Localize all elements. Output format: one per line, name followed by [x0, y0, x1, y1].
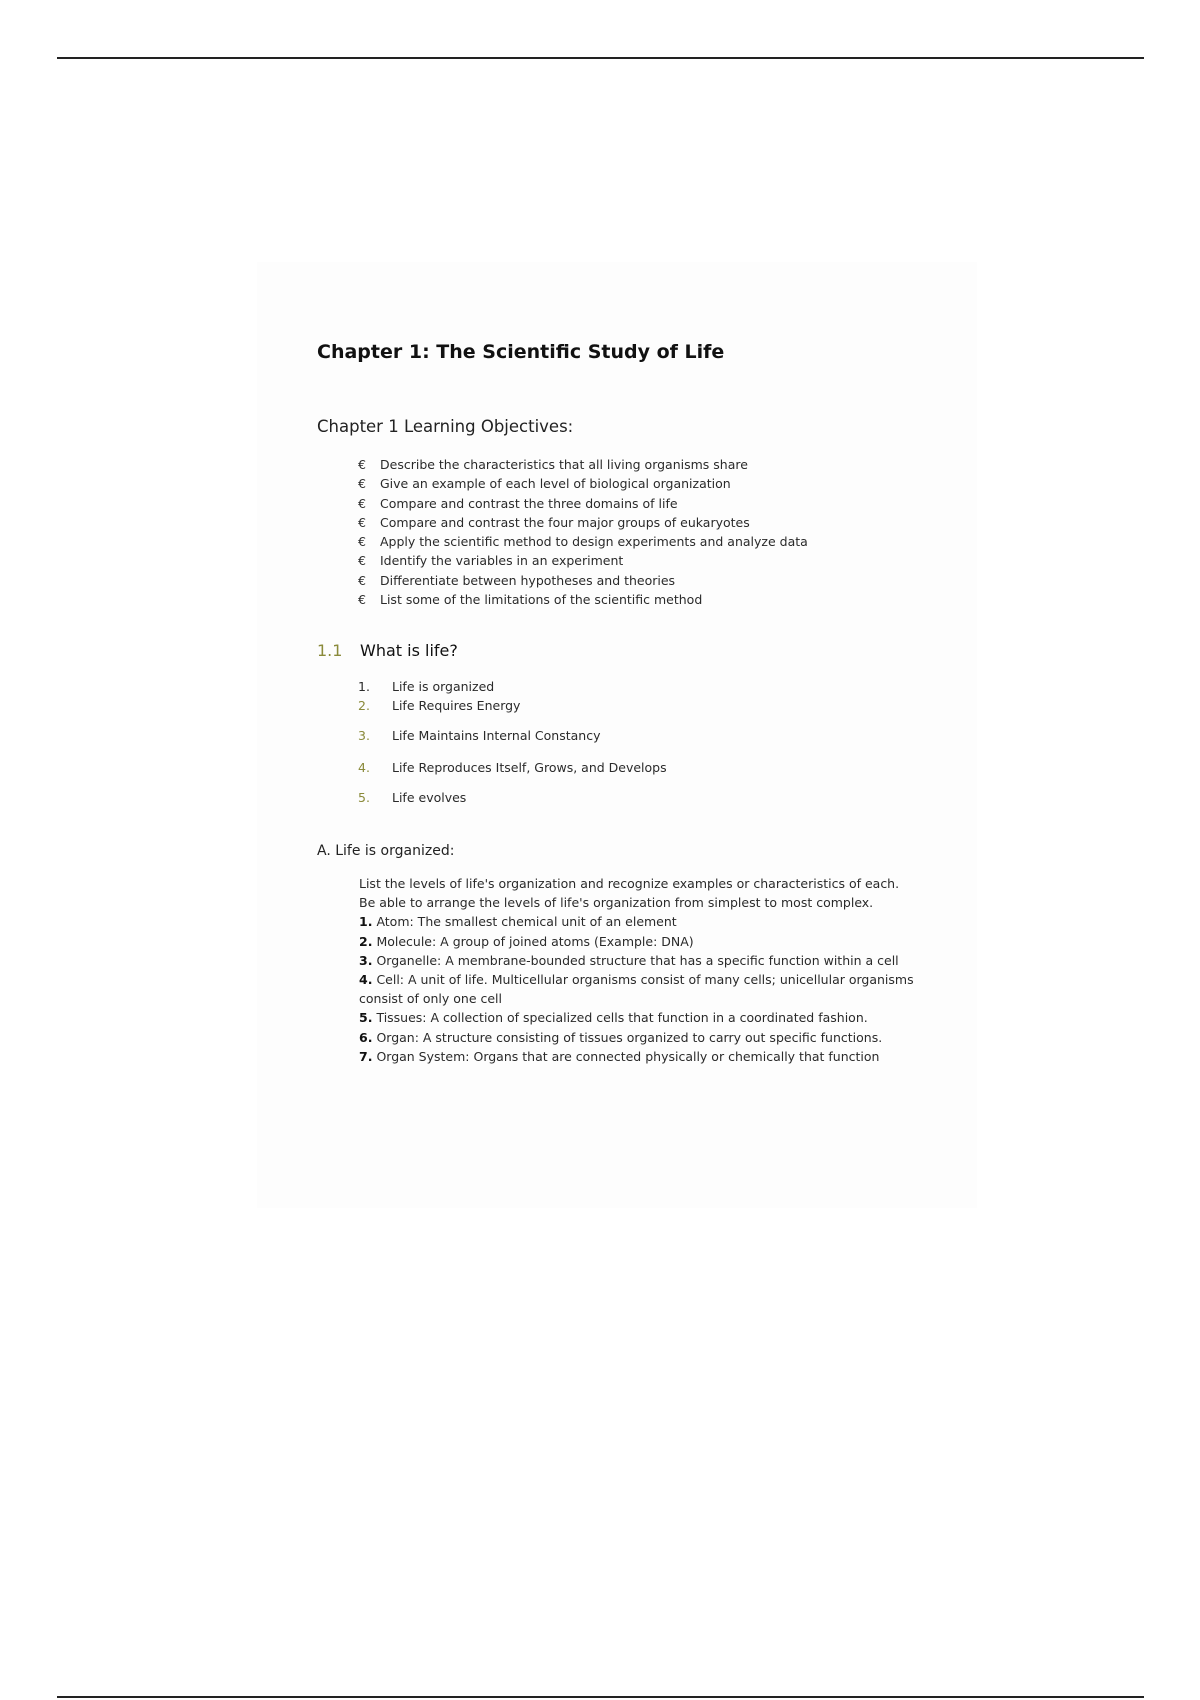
bullet-icon: €: [358, 592, 366, 608]
bullet-icon: €: [358, 534, 366, 550]
objective-text: Give an example of each level of biological organization: [380, 476, 731, 492]
section-number: 1.1: [317, 641, 343, 660]
list-text: Molecule: A group of joined atoms (Example: DNA): [376, 933, 694, 949]
list-number: 1.: [359, 914, 373, 930]
organization-section: [359, 874, 919, 1066]
list-number: 4.: [359, 972, 373, 988]
list-item: [358, 728, 601, 744]
list-item: [358, 551, 808, 570]
list-item: [358, 532, 808, 551]
objective-text: List some of the limitations of the scientific method: [380, 592, 703, 608]
list-item: [359, 951, 919, 970]
organization-levels-list: [359, 912, 919, 1066]
list-text: Cell: A unit of life. Multicellular organisms consist of many cells; unicellular organisms consist of only one cell: [359, 972, 914, 1007]
bullet-icon: €: [358, 457, 366, 472]
list-item: [359, 970, 919, 1008]
bullet-icon: €: [358, 572, 366, 588]
list-item: [359, 932, 919, 951]
list-number: 2.: [359, 933, 373, 949]
objective-text: Compare and contrast the three domains of life: [380, 495, 678, 511]
list-item: [358, 474, 808, 493]
objective-text: Differentiate between hypotheses and theories: [380, 572, 676, 588]
list-item: [358, 698, 520, 714]
section-heading: [317, 641, 458, 660]
objective-text: Apply the scientific method to design experiments and analyze data: [380, 534, 808, 550]
intro-paragraph: List the levels of life's organization and recognize examples or characteristics of each. Be able to arrange the levels of life's organization from simplest to most complex.: [359, 876, 900, 911]
list-number: 3.: [358, 728, 370, 743]
list-number: 3.: [359, 952, 373, 968]
objective-text: Describe the characteristics that all living organisms share: [380, 457, 748, 472]
list-number: 2.: [358, 698, 370, 713]
bullet-icon: €: [358, 495, 366, 511]
objective-text: Identify the variables in an experiment: [380, 553, 624, 569]
list-item: [359, 912, 919, 931]
list-number: 1.: [358, 679, 370, 694]
list-text: Tissues: A collection of specialized cells that function in a coordinated fashion.: [376, 1010, 868, 1026]
list-text: Life Maintains Internal Constancy: [392, 728, 601, 743]
list-text: Organ: A structure consisting of tissues organized to carry out specific functions.: [376, 1029, 883, 1045]
list-item: [358, 590, 808, 609]
objectives-heading: Chapter 1 Learning Objectives:: [317, 417, 574, 436]
list-item: [358, 513, 808, 532]
list-item: [358, 679, 494, 695]
list-text: Atom: The smallest chemical unit of an element: [376, 914, 677, 930]
list-number: 4.: [358, 760, 370, 775]
list-text: Organ System: Organs that are connected physically or chemically that function: [376, 1048, 880, 1064]
list-number: 6.: [359, 1029, 373, 1045]
list-item: [358, 455, 808, 474]
list-text: Life Reproduces Itself, Grows, and Develops: [392, 760, 667, 775]
list-item: [359, 1028, 919, 1047]
list-item: [358, 760, 667, 776]
list-item: [359, 1047, 919, 1066]
list-item: [359, 1008, 919, 1027]
subsection-heading: A. Life is organized:: [317, 843, 455, 859]
bottom-divider: [57, 1696, 1144, 1698]
list-number: 5.: [358, 790, 370, 805]
list-number: 5.: [359, 1010, 373, 1026]
section-title: What is life?: [360, 641, 458, 660]
list-text: Life is organized: [392, 679, 495, 694]
list-text: Organelle: A membrane-bounded structure that has a specific function within a cell: [376, 952, 899, 968]
page-title: Chapter 1: The Scientific Study of Life: [317, 341, 725, 363]
list-number: 7.: [359, 1048, 373, 1064]
list-item: [358, 790, 466, 806]
list-item: [358, 494, 808, 513]
list-text: Life Requires Energy: [392, 698, 521, 713]
top-divider: [57, 57, 1144, 59]
bullet-icon: €: [358, 514, 366, 530]
objective-text: Compare and contrast the four major groups of eukaryotes: [380, 514, 750, 530]
bullet-icon: €: [358, 553, 366, 569]
list-item: [358, 571, 808, 590]
objectives-list: [358, 455, 808, 609]
list-text: Life evolves: [392, 790, 467, 805]
bullet-icon: €: [358, 476, 366, 492]
